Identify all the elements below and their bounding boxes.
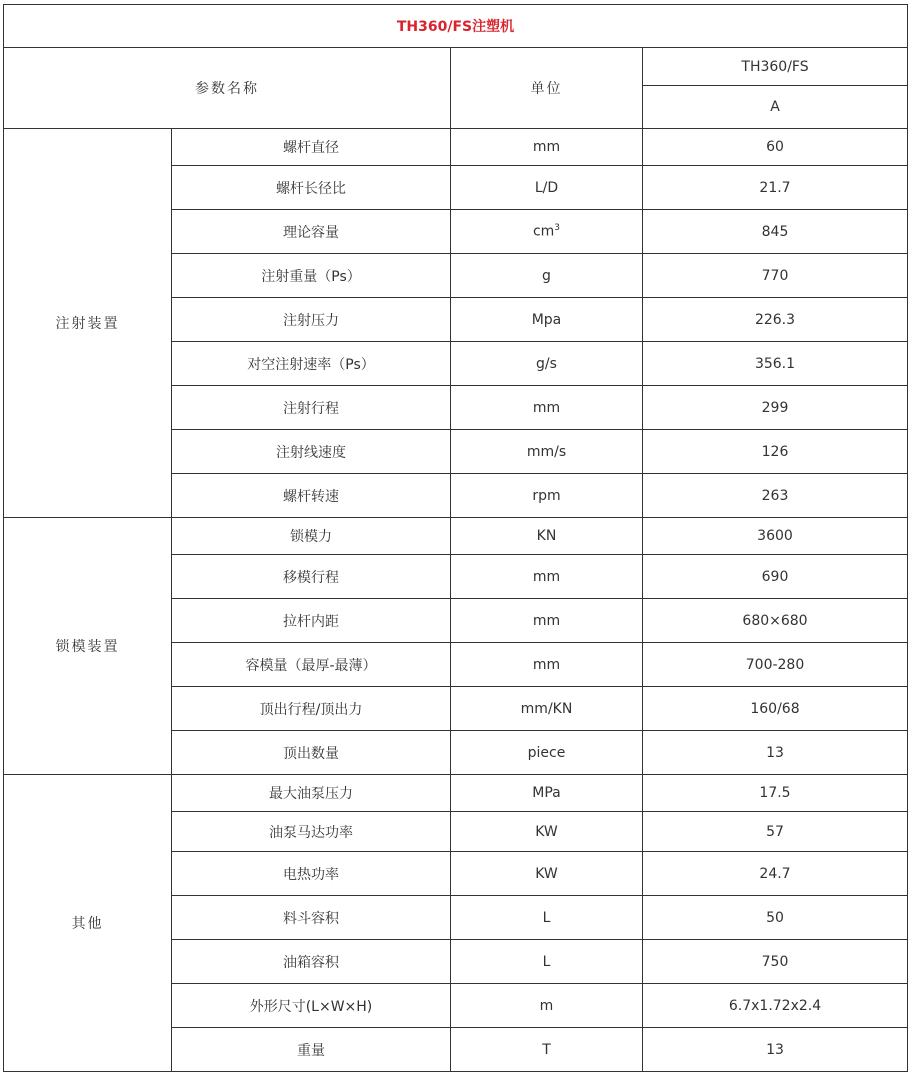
unit-cell: [451, 852, 643, 896]
table-row: [4, 129, 908, 166]
unit-text: L: [542, 953, 551, 970]
group-label: 其他: [4, 775, 172, 1072]
unit-cell: [451, 896, 643, 940]
unit-text: Mpa: [531, 311, 562, 328]
unit-cell: [451, 984, 643, 1028]
param-name-cell: 螺杆直径: [172, 129, 451, 166]
unit-text: KW: [535, 823, 558, 840]
unit-text: KW: [535, 865, 558, 882]
unit-text: MPa: [532, 785, 561, 801]
value-cell: 263: [643, 474, 908, 518]
param-name-cell: 理论容量: [172, 210, 451, 254]
table-row: [4, 518, 908, 555]
table-title: TH360/FS注塑机: [4, 5, 908, 48]
value-cell: 21.7: [643, 166, 908, 210]
param-name-cell: 重量: [172, 1028, 451, 1072]
unit-text: mm/s: [526, 443, 567, 460]
param-name-cell: 螺杆转速: [172, 474, 451, 518]
param-name-cell: 注射重量（Ps）: [172, 254, 451, 298]
value-cell: 13: [643, 731, 908, 775]
unit-cell: [451, 254, 643, 298]
unit-text: L/D: [534, 179, 559, 196]
param-name-cell: 对空注射速率（Ps）: [172, 342, 451, 386]
unit-text: mm: [532, 568, 561, 585]
param-name-cell: 螺杆长径比: [172, 166, 451, 210]
value-cell: 50: [643, 896, 908, 940]
unit-text: mm: [532, 399, 561, 416]
unit-cell: [451, 812, 643, 852]
param-name-cell: 顶出行程/顶出力: [172, 687, 451, 731]
value-cell: 3600: [643, 518, 908, 555]
unit-cell: [451, 386, 643, 430]
param-name-cell: 移模行程: [172, 555, 451, 599]
param-name-cell: 注射行程: [172, 386, 451, 430]
unit-cell: [451, 166, 643, 210]
value-cell: 770: [643, 254, 908, 298]
header-unit: 单位: [451, 48, 643, 129]
unit-text: g/s: [536, 355, 557, 372]
unit-cell: [451, 430, 643, 474]
unit-cell: [451, 731, 643, 775]
unit-cell: [451, 940, 643, 984]
unit-cell: [451, 599, 643, 643]
value-cell: 13: [643, 1028, 908, 1072]
unit-cell: [451, 210, 643, 254]
unit-text: mm: [532, 139, 561, 155]
value-cell: 160/68: [643, 687, 908, 731]
group-label: 锁模装置: [4, 518, 172, 775]
unit-cell: [451, 518, 643, 555]
group-label: 注射装置: [4, 129, 172, 518]
header-param-name: 参数名称: [4, 48, 451, 129]
unit-text: mm: [532, 612, 561, 629]
unit-cell: [451, 342, 643, 386]
unit-cell: [451, 643, 643, 687]
param-name-cell: 锁模力: [172, 518, 451, 555]
unit-cell: [451, 298, 643, 342]
param-name-cell: 拉杆内距: [172, 599, 451, 643]
unit-cell: [451, 1028, 643, 1072]
header-variant: A: [643, 86, 908, 129]
value-cell: 6.7x1.72x2.4: [643, 984, 908, 1028]
unit-cell: [451, 775, 643, 812]
unit-text: rpm: [532, 487, 561, 504]
unit-cell: [451, 129, 643, 166]
value-cell: 690: [643, 555, 908, 599]
spec-table: [3, 4, 908, 1072]
unit-cell: [451, 474, 643, 518]
unit-text: KN: [536, 528, 557, 544]
unit-text: L: [542, 909, 551, 926]
unit-text: T: [542, 1041, 551, 1058]
param-name-cell: 电热功率: [172, 852, 451, 896]
param-name-cell: 油箱容积: [172, 940, 451, 984]
param-name-cell: 注射压力: [172, 298, 451, 342]
param-name-cell: 油泵马达功率: [172, 812, 451, 852]
value-cell: 60: [643, 129, 908, 166]
value-cell: 750: [643, 940, 908, 984]
unit-text: mm/KN: [520, 700, 573, 717]
value-cell: 126: [643, 430, 908, 474]
unit-text: cm: [532, 223, 555, 240]
value-cell: 226.3: [643, 298, 908, 342]
param-name-cell: 注射线速度: [172, 430, 451, 474]
unit-cell: [451, 687, 643, 731]
unit-cell: [451, 555, 643, 599]
header-model: TH360/FS: [643, 48, 908, 86]
value-cell: 680×680: [643, 599, 908, 643]
param-name-cell: 外形尺寸(L×W×H): [172, 984, 451, 1028]
param-name-cell: 料斗容积: [172, 896, 451, 940]
value-cell: 17.5: [643, 775, 908, 812]
param-name-cell: 容模量（最厚-最薄）: [172, 643, 451, 687]
param-name-cell: 顶出数量: [172, 731, 451, 775]
value-cell: 845: [643, 210, 908, 254]
value-cell: 700-280: [643, 643, 908, 687]
value-cell: 356.1: [643, 342, 908, 386]
unit-text: piece: [527, 744, 566, 761]
value-cell: 57: [643, 812, 908, 852]
value-cell: 299: [643, 386, 908, 430]
unit-text: mm: [532, 656, 561, 673]
unit-superscript: 3: [554, 223, 561, 234]
value-cell: 24.7: [643, 852, 908, 896]
unit-text: m: [539, 997, 554, 1014]
table-row: [4, 775, 908, 812]
param-name-cell: 最大油泵压力: [172, 775, 451, 812]
unit-text: g: [542, 267, 551, 284]
